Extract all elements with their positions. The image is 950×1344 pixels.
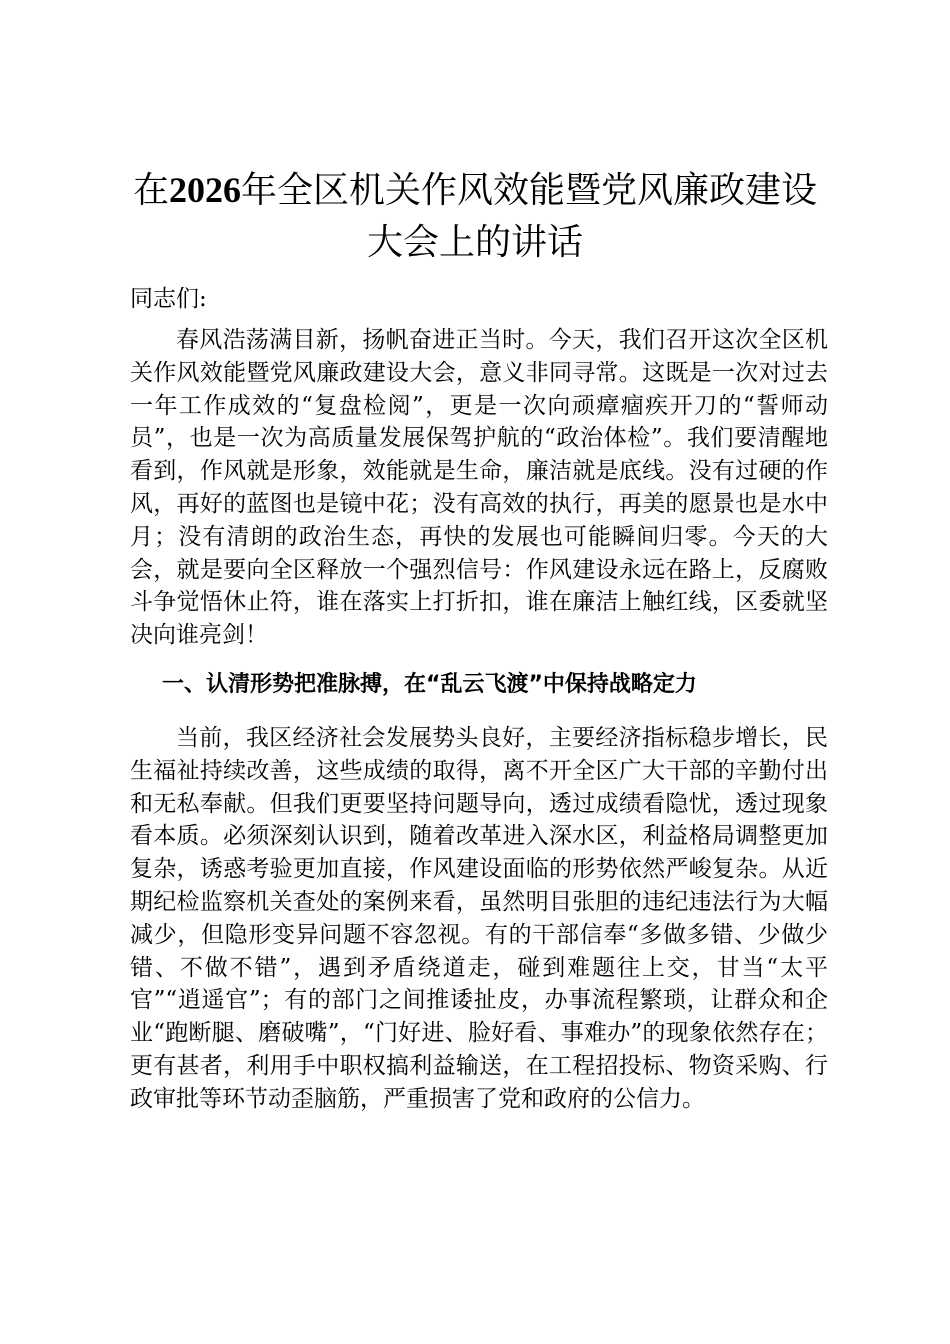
salutation: 同志们: (130, 286, 207, 312)
title-year: 2026 (169, 170, 241, 210)
paragraph-opening: 春风浩荡满目新，扬帆奋进正当时。今天，我们召开这次全区机关作风效能暨党风廉政建设大会，意义非同寻常。这既是一次对过去一年工作成效的“复盘检阅”，更是一次向顽瘴痼疾开刀的“誓师动员”，也是一次为高质量发展保驾护航的“政治体检”。我们要清醒地看到，作风就是形象，效能就是生命，廉洁就是底线。没有过硬的作风，再好的蓝图也是镜中花；没有高效的执行，再美的愿景也是水中月；没有清朗的政治生态，再快的发展也可能瞬间归零。今天的大会，就是要向全区释放一个强烈信号：作风建设永远在路上，反腐败斗争觉悟休止符，谁在落实上打折扣，谁在廉洁上触红线，区委就坚决向谁亮剑！ (130, 327, 828, 649)
title-prefix: 在 (132, 170, 169, 211)
title-line1-rest: 年全区机关作风效能暨党风廉政建设 (241, 170, 818, 211)
paragraph-situation: 当前，我区经济社会发展势头良好，主要经济指标稳步增长，民生福祉持续改善，这些成绩的取得，离不开全区广大干部的辛勤付出和无私奉献。但我们更要坚持问题导向，透过成绩看隐忧，透过现象看本质。必须深刻认识到，随着改革进入深水区，利益格局调整更加复杂，诱惑考验更加直接，作风建设面临的形势依然严峻复杂。从近期纪检监察机关查处的案例来看，虽然明目张胆的违纪违法行为大幅减少，但隐形变异问题不容忽视。有的干部信奉“多做多错、少做少错、不做不错”，遇到矛盾绕道走，碰到难题往上交，甘当“太平官”“逍遥官”；有的部门之间推诿扯皮，办事流程繁琐，让群众和企业“跑断腿、磨破嘴”，“门好进、脸好看、事难办”的现象依然存在；更有甚者，利用手中职权搞利益输送，在工程招投标、物资采购、行政审批等环节动歪脑筋，严重损害了党和政府的公信力。 (130, 725, 828, 1112)
document-title (100, 164, 850, 269)
title-line2: 大会上的讲话 (366, 222, 583, 263)
section-heading-1: 一、认清形势把准脉搏，在“乱云飞渡”中保持战略定力 (162, 672, 697, 697)
